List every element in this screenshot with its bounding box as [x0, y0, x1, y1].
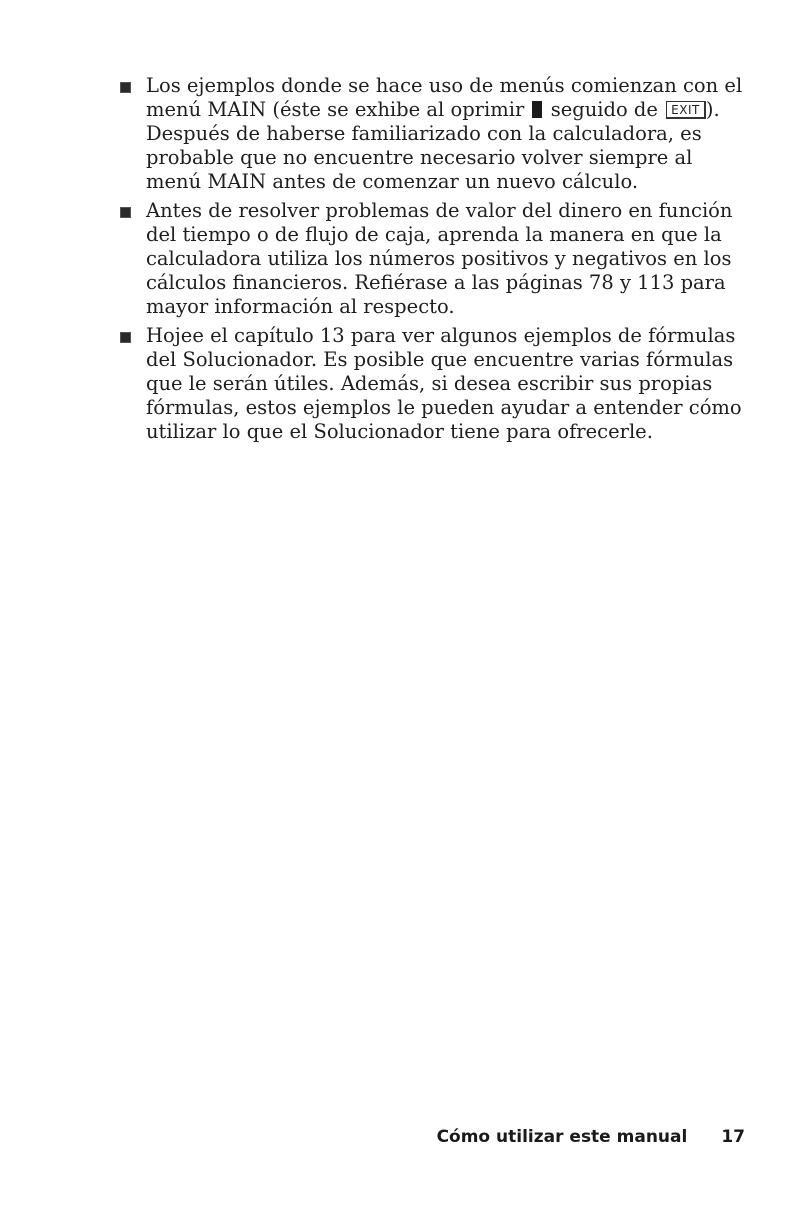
footer-title: Cómo utilizar este manual: [436, 1127, 688, 1147]
item-text: Los ejemplos donde se hace uso de menús comienzan con el menú MAIN (éste se exhibe al oprimir: [146, 74, 743, 121]
list-item: [120, 324, 745, 444]
item-text: seguido de: [550, 98, 658, 121]
exit-key-label: EXIT: [666, 101, 706, 119]
list-item: [120, 199, 745, 319]
square-bullet-icon: [120, 82, 131, 93]
item-text: Antes de resolver problemas de valor del dinero en función del tiempo o de flujo de caja, aprenda la manera en que la calculadora utiliza los números positivos y negativos en los cálculos financieros. Refiérase a las páginas 78 y 113 para mayor información al respecto.: [146, 199, 733, 318]
square-bullet-icon: [120, 332, 131, 343]
shift-key-icon: [532, 101, 542, 118]
list-item: [120, 74, 745, 194]
item-text: Hojee el capítulo 13 para ver algunos ejemplos de fórmulas del Solucionador. Es posible que encuentre varias fórmulas que le serán útiles. Además, si desea escribir sus propias fórmulas, estos ejemplos le pueden ayudar a entender cómo utilizar lo que el Solucionador tiene para ofrecerle.: [146, 324, 742, 443]
item-text: ). Después de haberse familiarizado con la calculadora, es probable que no encuentre necesario volver siempre al menú MAIN antes de comenzar un nuevo cálculo.: [146, 98, 720, 193]
bullet-list: [120, 74, 745, 449]
page-footer: [437, 1127, 745, 1147]
square-bullet-icon: [120, 207, 131, 218]
page-number: 17: [721, 1127, 745, 1147]
